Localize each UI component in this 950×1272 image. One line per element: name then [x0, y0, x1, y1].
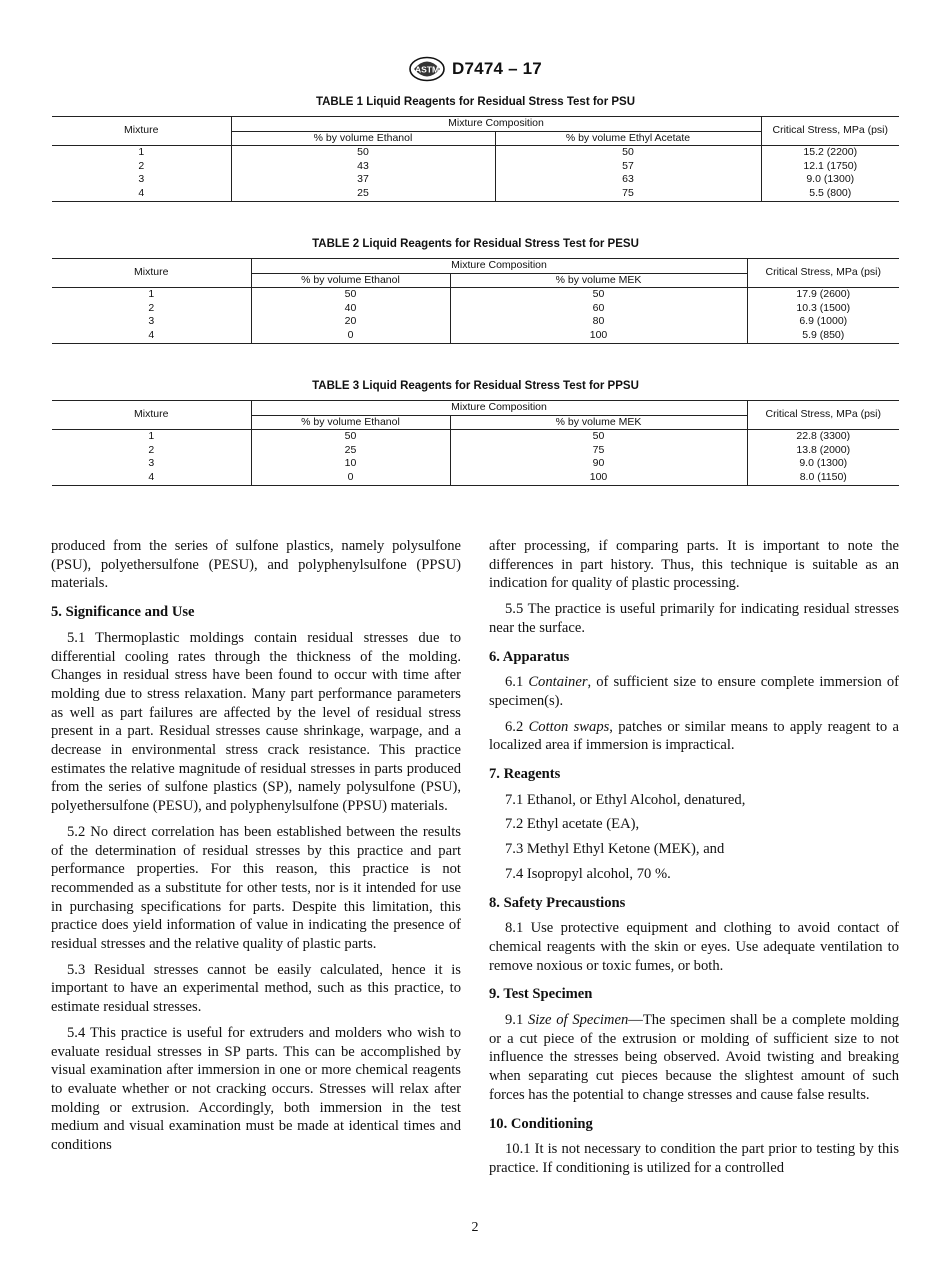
- cell-mixture: 1: [52, 146, 231, 160]
- paragraph-6-1: [489, 673, 899, 710]
- header-ethanol: % by volume Ethanol: [251, 273, 450, 288]
- paragraph-5-5: 5.5 The practice is useful primarily for indicating residual stresses near the surface.: [489, 601, 899, 636]
- cell-stress: 15.2 (2200): [803, 146, 858, 159]
- document-id: D7474 – 17: [452, 59, 542, 78]
- continued-paragraph: produced from the series of sulfone plastics, namely polysulfone (PSU), polyethersulfone (PESU), and polyphenylsulfone (PPSU) materials.: [51, 538, 461, 592]
- page-number: 2: [471, 1220, 479, 1235]
- paragraph-7-3: 7.3 Methyl Ethyl Ketone (MEK), and: [505, 841, 725, 858]
- cell-ethanol: 25: [231, 187, 495, 201]
- data-table: [52, 400, 899, 486]
- header-mixture: Mixture: [52, 259, 251, 288]
- table-row: [52, 457, 899, 471]
- astm-logo-icon: [408, 56, 446, 82]
- cell-stress: 9.0 (1300): [806, 173, 855, 186]
- data-table: [52, 116, 899, 202]
- table-title: TABLE 2 Liquid Reagents for Residual Stress Test for PESU: [312, 238, 639, 250]
- header-composition: Mixture Composition: [251, 401, 747, 416]
- header-solvent: % by volume Ethyl Acetate: [495, 131, 761, 146]
- cell-mixture: 3: [52, 457, 251, 471]
- page-header: [0, 56, 950, 87]
- table-row: [52, 471, 899, 485]
- paragraph-9-1: [489, 1011, 899, 1105]
- table-row: [52, 315, 899, 329]
- cell-solvent: 100: [450, 329, 747, 343]
- cell-mixture: 3: [52, 173, 231, 187]
- cell-ethanol: 0: [251, 471, 450, 485]
- cell-stress: 12.1 (1750): [803, 159, 858, 172]
- cell-mixture: 4: [52, 187, 231, 201]
- clause-text: , patches or similar means to apply reagent to a localized area if immersion is impractical.: [489, 718, 899, 754]
- cell-mixture: 4: [52, 329, 251, 343]
- data-table: [52, 258, 899, 344]
- paragraph-5-1: 5.1 Thermoplastic moldings contain residual stresses due to differential cooling rates through the thickness of the molding. Changes in residual stress have been found to occur with time after molding due to stress relaxation. Many part performance parameters as well as part failures are affected by the level of residual stress present in a part. Residual stresses cause shrinkage, warpage, and a decrease in environmental stress crack resistance. This practice estimates the relative magnitude of residual stresses in parts produced from the series of sulfone plastics (SP), namely polysulfone (PSU), polyethersulfone (PESU), and polyphenylsulfone (PPSU) materials.: [51, 629, 461, 815]
- table-title: TABLE 1 Liquid Reagents for Residual Stress Test for PSU: [315, 96, 636, 108]
- cell-mixture: 2: [52, 160, 231, 174]
- cell-ethanol: 37: [231, 173, 495, 187]
- term: Size of Specimen: [528, 1012, 629, 1029]
- paragraph-5-3: 5.3 Residual stresses cannot be easily calculated, hence it is important to have an experimental method, such as this practice, to estimate residual stresses.: [51, 961, 461, 1016]
- section-heading-9: 9. Test Specimen: [489, 986, 593, 1003]
- header-ethanol: % by volume Ethanol: [251, 415, 450, 430]
- paragraph-7-4: 7.4 Isopropyl alcohol, 70 %.: [505, 865, 671, 882]
- continued-paragraph: after processing, if comparing parts. It is important to note the differences in part history. Thus, this technique is suitable as an indication for quality of plastic processing.: [489, 538, 899, 592]
- cell-stress: 10.3 (1500): [796, 301, 851, 314]
- logo-text: ASTM: [415, 64, 440, 75]
- table-row: [52, 173, 899, 187]
- header-mixture: Mixture: [52, 117, 231, 146]
- cell-ethanol: 10: [251, 457, 450, 471]
- clause-number: 6.1: [505, 674, 524, 691]
- paragraph-5-4: 5.4 This practice is useful for extruders and molders who wish to evaluate residual stresses in SP parts. This can be accomplished by visual examination after immersion in one or more chemical reagents to evaluate whether or not cracking occurs. Stresses will relax after molding or extrusion. Accordingly, both immersion in the test medium and visual examination must be made at identical times and conditions: [51, 1024, 461, 1154]
- paragraph-8-1: 8.1 Use protective equipment and clothing to avoid contact of chemical reagents with the skin or eyes. Use adequate ventilation to remove noxious or toxic fumes, or both.: [489, 920, 899, 974]
- table-row: [52, 444, 899, 458]
- cell-stress: 17.9 (2600): [796, 288, 851, 301]
- section-heading-6: 6. Apparatus: [489, 648, 570, 665]
- term: Container: [528, 674, 588, 691]
- paragraph-5-2: 5.2 No direct correlation has been established between the results of the determination of residual stresses by this practice and part performance properties. For this reason, this practice is not recommended as a substitute for other tests, nor is it intended for use in purchasing specifications for parts. Despite this limitation, this practice does yield information of value in indicating the presence of residual stresses and the relative quality of plastic parts.: [51, 823, 461, 953]
- cell-stress: 22.8 (3300): [796, 430, 851, 443]
- cell-ethanol: 50: [251, 430, 450, 444]
- cell-stress: 9.0 (1300): [799, 457, 848, 470]
- section-heading-10: 10. Conditioning: [489, 1115, 593, 1132]
- table-title: TABLE 3 Liquid Reagents for Residual Stress Test for PPSU: [312, 380, 639, 392]
- table-1: [52, 95, 899, 202]
- cell-ethanol: 25: [251, 444, 450, 458]
- clause-text: —The specimen shall be a complete molding or a cut piece of the extrusion or molding of sufficient size to not influence the stresses being observed. Avoid twisting and breaking when separating cut pieces because the slightest amount of such forces has the potential to change stresses and cause false results.: [489, 1012, 900, 1103]
- table-row: [52, 430, 899, 444]
- cell-ethanol: 50: [231, 146, 495, 160]
- clause-number: 9.1: [505, 1012, 524, 1029]
- paragraph-7-1: 7.1 Ethanol, or Ethyl Alcohol, denatured,: [505, 791, 746, 808]
- paragraph-10-1: 10.1 It is not necessary to condition the part prior to testing by this practice. If conditioning is utilized for a controlled: [489, 1141, 899, 1176]
- table-row: [52, 187, 899, 201]
- term: Cotton swaps: [528, 718, 610, 735]
- cell-solvent: 57: [495, 160, 761, 174]
- cell-stress: 5.5 (800): [761, 187, 899, 201]
- cell-solvent: 75: [450, 444, 747, 458]
- section-heading-8: 8. Safety Precaustions: [489, 894, 626, 911]
- table-2: [52, 237, 899, 344]
- cell-ethanol: 40: [251, 302, 450, 316]
- cell-mixture: 1: [52, 288, 251, 302]
- table-row: [52, 302, 899, 316]
- cell-mixture: 2: [52, 302, 251, 316]
- cell-solvent: 50: [450, 430, 747, 444]
- cell-solvent: 50: [450, 288, 747, 302]
- paragraph-7-2: 7.2 Ethyl acetate (EA),: [505, 816, 640, 833]
- cell-solvent: 60: [450, 302, 747, 316]
- left-column: [51, 537, 461, 1162]
- header-critical-stress: Critical Stress, MPa (psi): [747, 401, 899, 430]
- cell-solvent: 75: [495, 187, 761, 201]
- cell-ethanol: 20: [251, 315, 450, 329]
- right-column: [489, 537, 899, 1185]
- cell-solvent: 80: [450, 315, 747, 329]
- cell-mixture: 1: [52, 430, 251, 444]
- cell-mixture: 2: [52, 444, 251, 458]
- cell-stress: 5.9 (850): [747, 329, 899, 343]
- cell-ethanol: 0: [251, 329, 450, 343]
- header-mixture: Mixture: [52, 401, 251, 430]
- cell-mixture: 3: [52, 315, 251, 329]
- cell-solvent: 90: [450, 457, 747, 471]
- cell-ethanol: 43: [231, 160, 495, 174]
- cell-solvent: 63: [495, 173, 761, 187]
- header-solvent: % by volume MEK: [450, 273, 747, 288]
- clause-text: , of sufficient size to ensure complete immersion of specimen(s).: [489, 674, 899, 709]
- cell-solvent: 50: [495, 146, 761, 160]
- cell-stress: 13.8 (2000): [796, 443, 851, 456]
- header-composition: Mixture Composition: [251, 259, 747, 274]
- table-row: [52, 146, 899, 160]
- clause-number: 6.2: [505, 718, 524, 735]
- table-3: [52, 379, 899, 486]
- header-ethanol: % by volume Ethanol: [231, 131, 495, 146]
- section-heading-5: 5. Significance and Use: [51, 604, 195, 621]
- header-critical-stress: Critical Stress, MPa (psi): [747, 259, 899, 288]
- cell-solvent: 100: [450, 471, 747, 485]
- paragraph-6-2: [489, 718, 899, 755]
- header-critical-stress: Critical Stress, MPa (psi): [761, 117, 899, 146]
- table-row: [52, 160, 899, 174]
- header-composition: Mixture Composition: [231, 117, 761, 132]
- header-solvent: % by volume MEK: [450, 415, 747, 430]
- cell-ethanol: 50: [251, 288, 450, 302]
- section-heading-7: 7. Reagents: [489, 766, 561, 783]
- cell-stress: 6.9 (1000): [799, 315, 848, 328]
- cell-stress: 8.0 (1150): [747, 471, 899, 485]
- cell-mixture: 4: [52, 471, 251, 485]
- table-row: [52, 329, 899, 343]
- table-row: [52, 288, 899, 302]
